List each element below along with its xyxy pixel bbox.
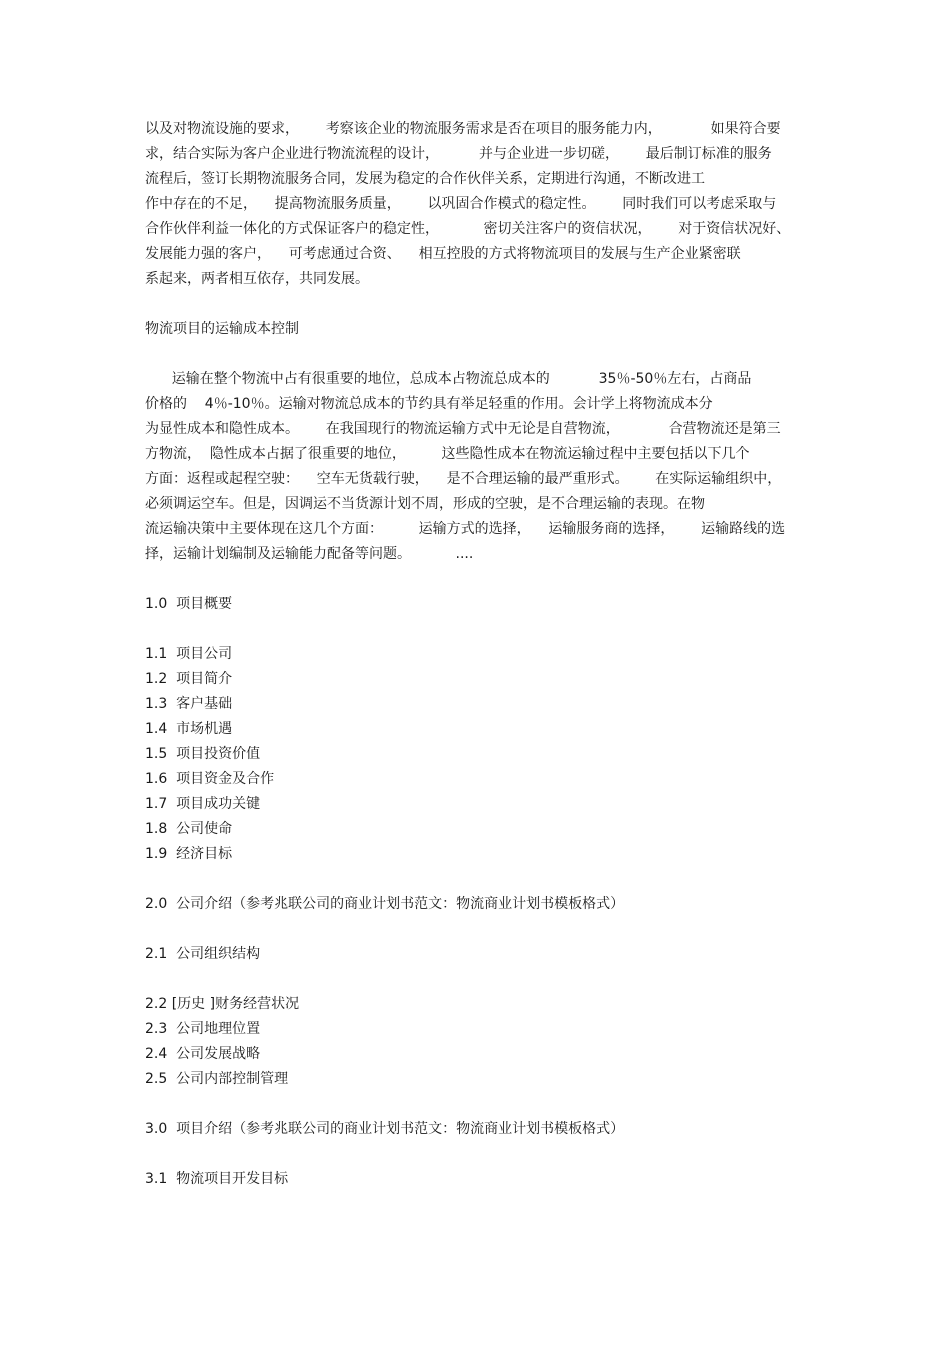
toc-item: 2.4 公司发展战略	[145, 1046, 261, 1062]
paragraph-line: 合作伙伴利益一体化的方式保证客户的稳定性， 密切关注客户的资信状况， 对于资信状况好、	[145, 221, 791, 237]
paragraph-line: 作中存在的不足， 提高物流服务质量， 以巩固合作模式的稳定性。 同时我们可以考虑采取与	[145, 196, 777, 212]
toc-item: 2.2 [历史 ]财务经营状况	[145, 996, 300, 1012]
toc-heading-3: 3.0 项目介绍（参考兆联公司的商业计划书范文：物流商业计划书模板格式）	[145, 1121, 625, 1137]
toc-heading-2: 2.0 公司介绍（参考兆联公司的商业计划书范文：物流商业计划书模板格式）	[145, 896, 625, 912]
toc-item: 1.4 市场机遇	[145, 721, 233, 737]
paragraph-line: 为显性成本和隐性成本。 在我国现行的物流运输方式中无论是自营物流， 合营物流还是第三	[145, 421, 781, 437]
toc-item: 3.1 物流项目开发目标	[145, 1171, 289, 1187]
paragraph-line: 方面：返程或起程空驶： 空车无货载行驶， 是不合理运输的最严重形式。 在实际运输组织中，	[145, 471, 782, 487]
paragraph-line: 发展能力强的客户， 可考虑通过合资、 相互控股的方式将物流项目的发展与生产企业紧密联	[145, 246, 741, 262]
paragraph-line: 必须调运空车。但是，因调运不当货源计划不周，形成的空驶，是不合理运输的表现。在物	[145, 496, 705, 512]
toc-item: 1.1 项目公司	[145, 646, 233, 662]
toc-item: 1.5 项目投资价值	[145, 746, 261, 762]
paragraph-line: 流运输决策中主要体现在这几个方面： 运输方式的选择， 运输服务商的选择， 运输路线的选	[145, 521, 786, 537]
toc-item: 1.8 公司使命	[145, 821, 233, 837]
toc-item: 1.6 项目资金及合作	[145, 771, 275, 787]
paragraph-line: 运输在整个物流中占有很重要的地位，总成本占物流总成本的 35％-50％左右，占商品	[145, 371, 752, 387]
paragraph-line: 系起来，两者相互依存，共同发展。	[145, 271, 369, 287]
toc-item: 1.3 客户基础	[145, 696, 233, 712]
paragraph-line: 择，运输计划编制及运输能力配备等问题。 ....	[145, 546, 474, 562]
toc-item: 2.5 公司内部控制管理	[145, 1071, 289, 1087]
toc-heading-1: 1.0 项目概要	[145, 596, 233, 612]
paragraph-transport-cost	[145, 367, 805, 567]
heading-transport-cost: 物流项目的运输成本控制	[145, 321, 299, 337]
paragraph-logistics-service	[145, 117, 805, 292]
paragraph-line: 价格的 4％-10％。运输对物流总成本的节约具有举足轻重的作用。会计学上将物流成本分	[145, 396, 713, 412]
toc-list-1	[145, 642, 805, 867]
toc-list-2	[145, 992, 805, 1092]
paragraph-line: 方物流， 隐性成本占据了很重要的地位， 这些隐性成本在物流运输过程中主要包括以下几个	[145, 446, 750, 462]
toc-item: 2.1 公司组织结构	[145, 946, 261, 962]
toc-item: 2.3 公司地理位置	[145, 1021, 261, 1037]
toc-item: 1.2 项目简介	[145, 671, 233, 687]
toc-item: 1.9 经济目标	[145, 846, 233, 862]
paragraph-line: 流程后，签订长期物流服务合同，发展为稳定的合作伙伴关系，定期进行沟通，不断改进工	[145, 171, 705, 187]
paragraph-line: 求，结合实际为客户企业进行物流流程的设计， 并与企业进一步切磋， 最后制订标准的服务	[145, 146, 772, 162]
paragraph-line: 以及对物流设施的要求， 考察该企业的物流服务需求是否在项目的服务能力内， 如果符合要	[145, 121, 781, 137]
document-page	[145, 117, 805, 1192]
toc-item: 1.7 项目成功关键	[145, 796, 261, 812]
